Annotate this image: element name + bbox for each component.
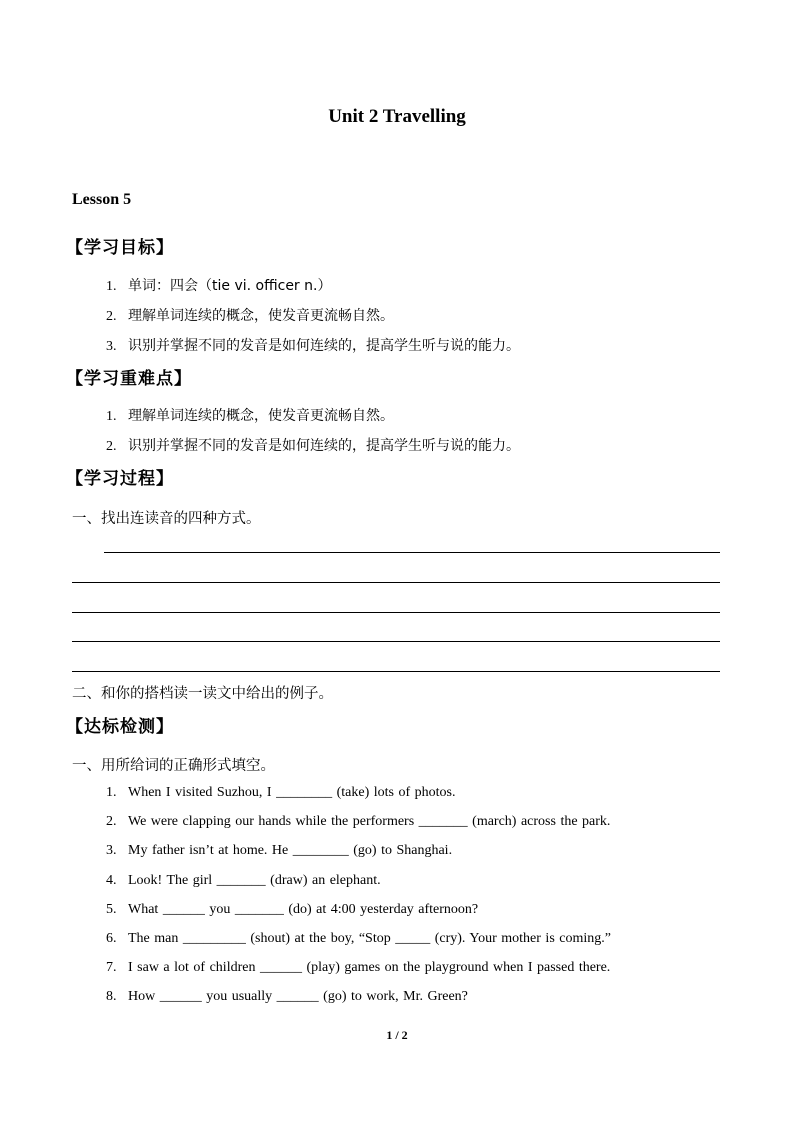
exercise-item: 8. How ______ you usually ______ (go) to work, Mr. Green? <box>106 989 468 1004</box>
exercise-item: 1. When I visited Suzhou, I ________ (take) lots of photos. <box>106 785 456 800</box>
exercise-text: Look! The girl _______ (draw) an elephant. <box>128 873 381 888</box>
exercise-item: 4. Look! The girl _______ (draw) an elephant. <box>106 873 381 888</box>
exercise-item: 3. My father isn’t at home. He ________ (go) to Shanghai. <box>106 843 453 858</box>
key-point-item: 1. 理解单词连续的概念，使发音更流畅自然。 <box>106 408 394 424</box>
objective-text: 理解单词连续的概念，使发音更流畅自然。 <box>128 308 394 324</box>
objective-text: 识别并掌握不同的发音是如何连续的，提高学生听与说的能力。 <box>128 338 520 354</box>
exercise-item: 5. What ______ you _______ (do) at 4:00 yesterday afternoon? <box>106 902 479 917</box>
exercise-text: My father isn’t at home. He ________ (go) to Shanghai. <box>128 843 453 858</box>
exercise-text: I saw a lot of children ______ (play) games on the playground when I passed there. <box>128 960 611 975</box>
answer-line <box>104 552 720 553</box>
check-heading: 【达标检测】 <box>66 717 174 737</box>
page-title: Unit 2 Travelling <box>328 106 466 127</box>
process-heading: 【学习过程】 <box>66 469 174 489</box>
page-number: 1 / 2 <box>386 1028 408 1042</box>
exercise-text: How ______ you usually ______ (go) to work, Mr. Green? <box>128 989 468 1004</box>
check-instruction: 一、用所给词的正确形式填空。 <box>72 758 275 774</box>
answer-line <box>72 641 720 642</box>
exercise-text: What ______ you _______ (do) at 4:00 yesterday afternoon? <box>128 902 479 917</box>
objective-item: 1. 单词：四会（tie vi. officer n.） <box>106 278 332 294</box>
exercise-item: 7. I saw a lot of children ______ (play) games on the playground when I passed there. <box>106 960 611 975</box>
objectives-heading: 【学习目标】 <box>66 238 174 258</box>
process-task-1: 一、找出连读音的四种方式。 <box>72 511 261 527</box>
objective-item: 3. 识别并掌握不同的发音是如何连续的，提高学生听与说的能力。 <box>106 338 520 354</box>
exercise-text: The man _________ (shout) at the boy, “Stop _____ (cry). Your mother is coming.” <box>128 931 611 946</box>
answer-line <box>72 612 720 613</box>
key-points-heading: 【学习重难点】 <box>66 369 192 389</box>
objective-text: 单词：四会（tie vi. officer n.） <box>128 278 332 294</box>
key-point-text: 理解单词连续的概念，使发音更流畅自然。 <box>128 408 394 424</box>
objective-item: 2. 理解单词连续的概念，使发音更流畅自然。 <box>106 308 394 324</box>
process-task-2: 二、和你的搭档读一读文中给出的例子。 <box>72 686 333 702</box>
lesson-label: Lesson 5 <box>72 191 132 208</box>
exercise-text: When I visited Suzhou, I ________ (take) lots of photos. <box>128 785 456 800</box>
exercise-item: 2. We were clapping our hands while the performers _______ (march) across the park. <box>106 814 611 829</box>
answer-line <box>72 671 720 672</box>
exercise-item: 6. The man _________ (shout) at the boy, “Stop _____ (cry). Your mother is coming.” <box>106 931 611 946</box>
exercise-text: We were clapping our hands while the performers _______ (march) across the park. <box>128 814 611 829</box>
key-point-text: 识别并掌握不同的发音是如何连续的，提高学生听与说的能力。 <box>128 438 520 454</box>
answer-line <box>72 582 720 583</box>
key-point-item: 2. 识别并掌握不同的发音是如何连续的，提高学生听与说的能力。 <box>106 438 520 454</box>
